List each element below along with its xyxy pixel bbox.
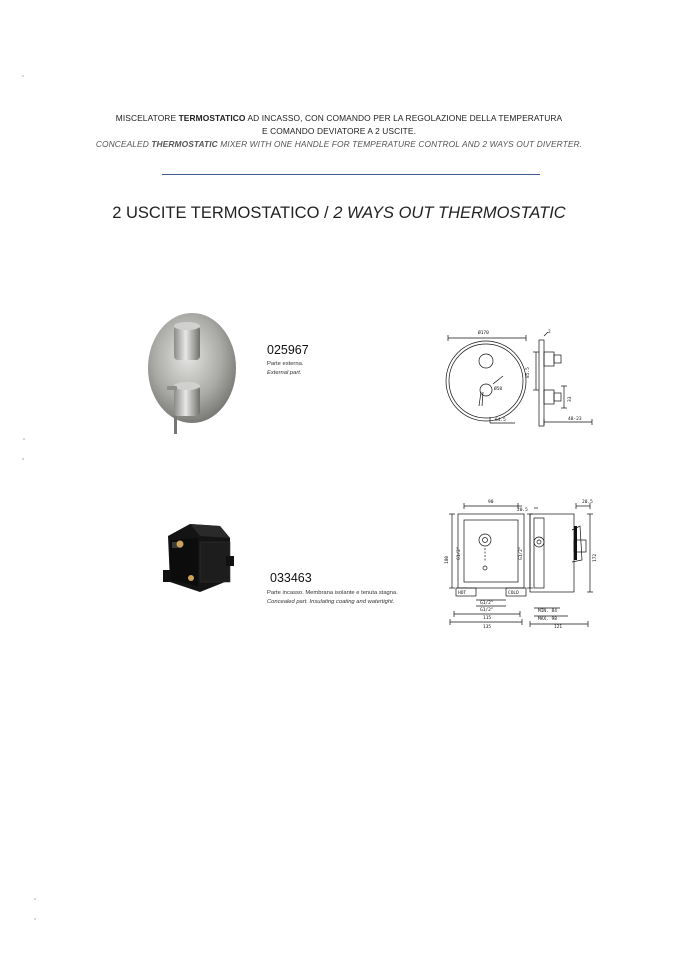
description-it-line2: E COMANDO DEVIATORE A 2 USCITE. (261, 126, 417, 136)
product-description (0, 112, 678, 151)
scan-speck (34, 898, 36, 900)
dim-label: 2 (548, 330, 551, 335)
divider-rule (162, 174, 540, 175)
product-note: Parte incasso. Membrana isolante e tenuta stagna. Concealed part. Insulating coating and watertight. (267, 590, 398, 605)
dim-label: MAX. 98 (538, 617, 557, 622)
dim-label: G1/2" (519, 546, 524, 560)
dim-label: 115 (483, 616, 492, 621)
dim-label: 180 (445, 555, 450, 564)
external-plate-drawing (440, 326, 596, 430)
scan-speck (23, 438, 25, 440)
product-code: 025967 (267, 343, 309, 357)
description-en-line: CONCEALED THERMOSTATIC MIXER WITH ONE HANDLE FOR TEMPERATURE CONTROL AND 2 WAYS OUT DIVERTER. (95, 139, 583, 149)
dim-label: 135 (483, 625, 492, 630)
concealed-box-drawing (440, 500, 596, 634)
dim-label: 121 (554, 625, 563, 630)
product-note: Parte esterna. External part. (267, 361, 304, 376)
dim-label: Ø58 (494, 387, 503, 392)
dim-label: Ø170 (478, 331, 489, 336)
scan-speck (22, 75, 24, 77)
dim-label: HOT (458, 591, 467, 596)
dim-label: 85.5 (526, 367, 531, 378)
description-it-line1: MISCELATORE TERMOSTATICO AD INCASSO, CON COMANDO PER LA REGOLAZIONE DELLA TEMPERATURA (115, 113, 563, 123)
dim-label: COLD (508, 591, 519, 596)
scan-speck (34, 918, 36, 920)
dim-label: 90 (488, 500, 494, 505)
dim-label: G1/2" (480, 601, 494, 606)
dim-label: 64.5 (495, 418, 506, 423)
external-plate-photo (146, 306, 246, 436)
section-title: 2 USCITE TERMOSTATICO / 2 WAYS OUT THERMOSTATIC (112, 204, 566, 222)
dim-label: 172 (593, 553, 598, 562)
dim-label: 20.5 (582, 500, 593, 505)
dim-label: 48-23 (568, 417, 582, 422)
concealed-box-photo (160, 520, 242, 596)
dim-label: 20.5 (517, 508, 528, 513)
product-code: 033463 (270, 571, 312, 585)
scan-speck (22, 458, 24, 460)
dim-label: MIN. 84 (538, 609, 557, 614)
dim-label: G1/2" (480, 608, 494, 613)
dim-label: 33 (568, 396, 573, 402)
dim-label: G1/2" (457, 546, 462, 560)
